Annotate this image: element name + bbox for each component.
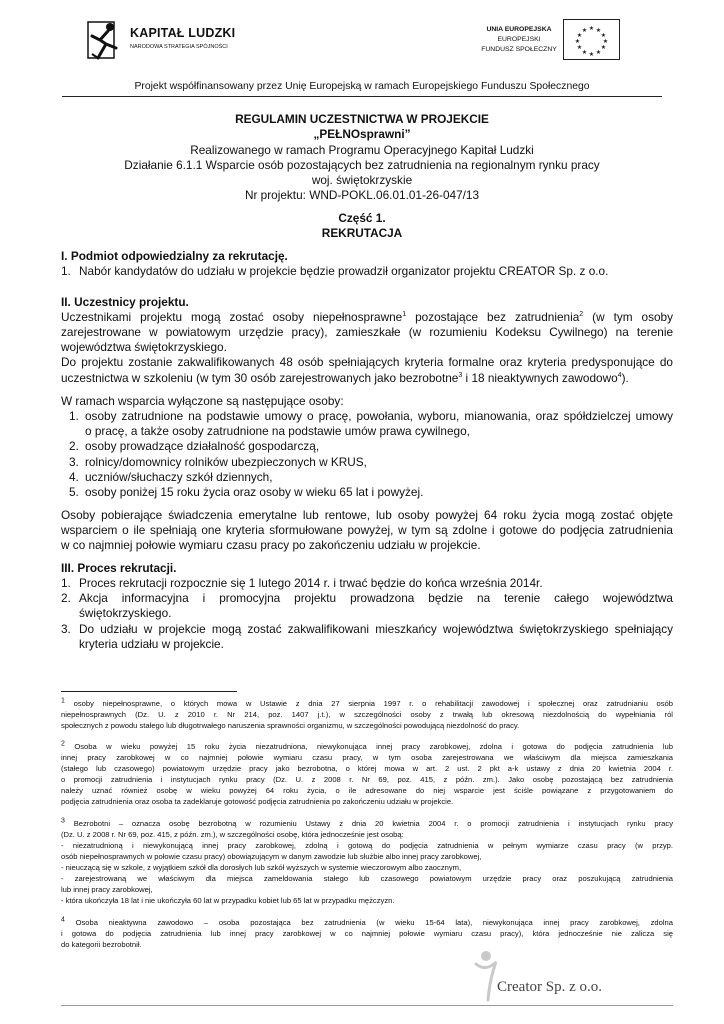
project-cofinancing-line: Projekt współfinansowany przez Unię Europejską w ramach Europejskiego Funduszu Społecznego [134,81,590,92]
p2-text-a: uczestnictwa w szkoleniu (w tym 30 osób zarejestrowanych jako bezrobotne [61,371,459,385]
footnote-1-line-1 [61,699,673,710]
section-3-item-2-line-1: Akcja informacyjna i promocyjna projektu prowadzona będzie na terenie całego województwa [79,591,673,605]
part-label: Część 1. [338,211,386,225]
title-line-5: woj. świętokrzyskie [311,173,413,187]
section-3-item-number: 2. [61,591,71,605]
svg-text:★: ★ [595,49,602,56]
section-2-paragraph-2-line-1: Do projektu zostanie zakwalifikowanych 48 osób spełniających kryteria formalne oraz kryteria predysponujące do [61,355,673,369]
footnote-divider [61,691,237,692]
title-line-3: Realizowanego w ramach Programu Operacyjnego Kapitał Ludzki [190,143,534,157]
exclusion-item-1-line-2: o pracę, a także osoby zatrudnione na podstawie umów prawa cywilnego, [85,424,470,438]
p1-text-c: (w tym osoby [583,310,674,324]
section-2-paragraph-3-line-3: w co najmniej połowie wymiaru czasu pracy po zakończeniu udziału w projekcie. [61,538,481,552]
svg-text:★: ★ [576,44,583,51]
eu-text-block [477,25,561,55]
footnote-4-number: 4 [61,916,65,924]
part-name: REKRUTACJA [321,226,403,240]
kapital-ludzki-subtitle: NARODOWA STRATEGIA SPÓJNOŚCI [130,44,228,50]
section-1-heading: I. Podmiot odpowiedzialny za rekrutację. [61,249,288,263]
footnote-3-line-4: osób niepełnosprawnych w połowie czasu pracy) obowiązującym w danym zawodzie lub służbie albo innej pracy zarobkowej, [61,852,482,861]
svg-text:★: ★ [588,51,595,58]
eu-flag-icon [563,19,620,60]
footnote-2-line-4: o promocji zatrudnienia i instytucjach rynku pracy (Dz. U. z 2008 r. Nr 69, poz. 415, z późn. zm.). Jako osobę pozostającą bez zatrudnienia [61,775,673,784]
footnote-1-number: 1 [61,697,65,705]
title-line-4: Działanie 6.1.1 Wsparcie osób pozostających bez zatrudnienia na regionalnym rynku pracy [124,158,600,172]
footnote-ref-2: 2 [579,311,584,319]
footnote-3-line-3: - niezatrudnioną i niewykonującą innej pracy zarobkowej, zdolną i gotową do podjęcia zatrudnienia w pełnym wymiarze czasu pracy (w przyp. [61,841,673,850]
svg-text:★: ★ [600,44,607,51]
p1-text-b: pozostające bez zatrudnienia [406,310,580,324]
project-number: Nr projektu: WND-POKL.06.01.01-26-047/13 [244,188,480,202]
footnote-4-line-2: i gotowa do podjęcia zatrudnienia lub innej pracy zarobkowej w co najmniej połowie wymiaru czasu pracy), która jednocześnie nie zalicza się [61,929,673,938]
footnote-3-line-2: (Dz. U. z 2008 r. Nr 69, poz. 415, z późn. zm.), w szczególności osobę, która jednocześnie jest osobą: [61,830,404,839]
section-2-paragraph-1-line-3: województwa świętokrzyskiego. [61,340,227,354]
section-2-paragraph-1-line-2: zarejestrowane w powiatowym urzędzie pracy), zamieszkałe (w rozumieniu Kodeksu Cywilnego) na terenie [61,325,673,339]
footnote-2-line-5: należy uznać również osobę w wieku powyżej 64 roku życia, o ile adresowane do niej wsparcie jest ściśle powiązane z przygotowaniem do [61,786,673,795]
footnote-4-line-3: do kategorii bezrobotnił. [61,940,142,949]
kapital-ludzki-emblem [86,18,128,64]
footnote-2-line-1 [61,742,673,753]
footnote-2-line-3: (stałego lub czasowego) powiatowym urzędzie pracy jako bezrobotna, o której mowa w art. 2 ust. 2 pkt a-k ustawy z dnia 20 kwietnia 2004 r. [61,764,673,773]
footnote-3-line-5: - nieuczącą się w szkole, z wyjątkiem szkół dla dorosłych lub szkół wyższych w systemie wieczorowym albo zaocznym, [61,863,462,872]
section-2-paragraph-2-line-2 [61,371,673,386]
exclusion-item-4: uczniów/słuchaczy szkół dziennych, [85,470,273,484]
section-3-item-2-line-2: świętokrzyskiego. [79,606,172,620]
exclusions-intro: W ramach wsparcia wyłączone są następujące osoby: [61,394,344,408]
exclusion-item-1-line-1: osoby zatrudnione na podstawie umowy o pracę, powołania, wyboru, mianowania, oraz spółdzielczej umowy [85,409,673,423]
footnote-ref-3: 3 [458,372,463,380]
footnote-3-number: 3 [61,817,65,825]
svg-text:★: ★ [600,32,607,39]
exclusion-number: 4. [69,470,79,484]
eu-line-1: UNIA EUROPEJSKA [486,26,552,33]
exclusion-number: 1. [69,409,79,423]
exclusion-item-3: rolnicy/domownicy rolników ubezpieczonych w KRUS, [85,455,367,469]
section-2-heading: II. Uczestnicy projektu. [61,295,189,309]
p2-text-c: ). [621,371,629,385]
exclusion-item-2: osoby prowadzące działalność gospodarczą, [85,439,320,453]
svg-text:★: ★ [576,32,583,39]
section-1-item-number: 1. [61,264,71,278]
svg-text:★: ★ [574,38,581,45]
footnote-2-number: 2 [61,740,65,748]
exclusion-number: 3. [69,455,79,469]
footnote-2-line-6: podjęcia zatrudnienia oraz osoba ta zadeklaruje gotowość podjęcia zatrudnienia po zakończeniu udziału w projekcie. [61,797,454,806]
svg-text:★: ★ [581,49,588,56]
footnote-2-line-2: innej pracy zarobkowej w co najmniej połowie wymiaru czasu pracy, w tym osoba zarejestrowana we właściwym dla miejsca zamieszkania [61,753,673,762]
exclusion-item-5: osoby poniżej 15 roku życia oraz osoby w wieku 65 lat i powyżej. [85,485,424,499]
footnote-3-line-7: lub innej pracy zarobkowej, [61,885,153,894]
footnote-1-line-3: społecznych z powodu stałego lub długotrwałego naruszenia sprawności organizmu, w szczególności powodującą niezdolność do pracy. [61,721,520,730]
svg-text:★: ★ [595,27,602,34]
eu-line-3: FUNDUSZ SPOŁECZNY [481,46,557,53]
section-3-item-1: Proces rekrutacji rozpocznie się 1 lutego 2014 r. i trwać będzie do końca września 2014r. [79,576,543,590]
footnote-3-line-6: - zarejestrowaną we właściwym dla miejsca zameldowania stałego lub czasowego powiatowym urzędzie pracy oraz poszukującą zatrudnienia [61,874,673,883]
footer-divider [61,1005,673,1006]
footnote-2-text: Osoba w wieku powyżej 15 roku życia niezatrudniona, niewykonująca innej pracy zarobkowej, zdolna i gotowa do podjęcia zatrudnienia lub [64,742,673,751]
project-name: „PEŁNOsprawni” [313,127,411,141]
footnote-3-text: Bezrobotni – oznacza osobę bezrobotną w rozumieniu Ustawy z dnia 20 kwietnia 2004 r. o promocji zatrudnienia i instytucjach rynku pracy [64,819,673,828]
footnote-3-line-1 [61,819,673,830]
footnote-1-text: osoby niepełnosprawne, o których mowa w Ustawie z dnia 27 sierpnia 1997 r. o rehabilitacji zawodowej i społecznej oraz zatrudnianiu osób [64,699,673,708]
svg-text:★: ★ [602,38,609,45]
section-2-paragraph-3-line-1: Osoby pobierające świadczenia emerytalne lub rentowe, lub osoby powyżej 64 roku życia mogą zostać objęte [61,508,673,522]
exclusion-number: 2. [69,439,79,453]
doc-title: REGULAMIN UCZESTNICTWA W PROJEKCIE [235,112,489,126]
section-3-heading: III. Proces rekrutacji. [61,561,177,575]
kapital-ludzki-title: KAPITAŁ LUDZKI [130,26,236,40]
section-3-item-3-line-1: Do udziału w projekcie mogą zostać zakwalifikowani mieszkańcy województwa świętokrzyskiego spełniający [79,622,673,636]
footnote-4-line-1 [61,918,673,929]
section-3-item-3-line-2: kryteria udziału w projekcie. [79,637,224,651]
section-3-item-number: 1. [61,576,71,590]
eu-line-2: EUROPEJSKI [497,36,541,43]
creator-company-name: Creator Sp. z o.o. [497,979,602,995]
footnote-ref-1: 1 [402,311,407,319]
footnote-3-line-8: - która ukończyła 18 lat i nie ukończyła 60 lat w przypadku kobiet lub 65 lat w przypadku mężczyzn. [61,896,395,905]
footnote-ref-4: 4 [617,372,622,380]
footnote-1-line-2: niepełnosprawnych (Dz. U. z 2010 r. Nr 214, poz. 1407 j.t.), w szczególności osoby z trwałą lub okresową niezdolnością do wypełniania ról [61,710,673,719]
svg-text:★: ★ [581,27,588,34]
section-1-item: Nabór kandydatów do udziału w projekcie będzie prowadził organizator projektu CREATOR Sp. z o.o. [79,264,609,278]
exclusion-number: 5. [69,485,79,499]
p1-text-a: Uczestnikami projektu mogą zostać osoby niepełnosprawne [61,310,403,324]
p2-text-b: i 18 nieaktywnych zawodowo [462,371,618,385]
section-3-item-number: 3. [61,622,71,636]
section-2-paragraph-1-line-1 [61,310,673,325]
footnote-4-text: Osoba nieaktywna zawodowo – osoba pozostająca bez zatrudnienia (w wieku 15-64 lata), niewykonująca innej pracy zarobkowej, zdolna [64,918,673,927]
svg-text:★: ★ [588,25,595,32]
section-2-paragraph-3-line-2: wsparciem o ile spełniają one kryteria sformułowane powyżej, w tym są zdolne i gotowe do podjęcia zatrudnienia [61,523,673,537]
header-divider [62,96,662,97]
